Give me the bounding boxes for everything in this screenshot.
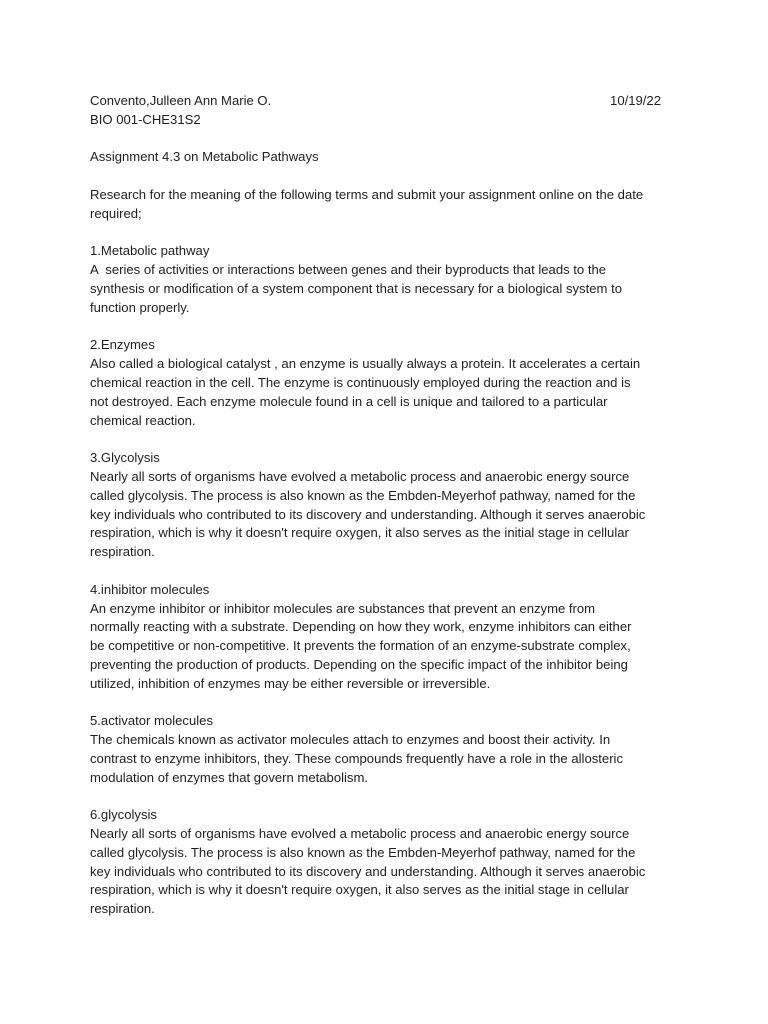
term-list (90, 242, 690, 919)
term-section (90, 581, 690, 694)
term-definition-line: called glycolysis. The process is also known as the Embden-Meyerhof pathway, named for the (90, 844, 636, 860)
term-definition-line: key individuals who contributed to its discovery and understanding. Although it serves anaerobic (90, 863, 646, 879)
term-heading: 5.activator molecules (90, 713, 213, 729)
term-section (90, 449, 690, 562)
term-heading: 1.Metabolic pathway (90, 243, 210, 259)
term-definition-line: Also called a biological catalyst , an enzyme is usually always a protein. It accelerates a certain (90, 356, 641, 372)
term-definition-line: Nearly all sorts of organisms have evolved a metabolic process and anaerobic energy source (90, 468, 630, 484)
term-definition-line: function properly. (90, 299, 190, 315)
term-definition-line: Nearly all sorts of organisms have evolved a metabolic process and anaerobic energy source (90, 826, 630, 842)
term-definition-line: chemical reaction. (90, 412, 196, 428)
term-definition-line: synthesis or modification of a system component that is necessary for a biological system to (90, 280, 622, 296)
term-definition-line: chemical reaction in the cell. The enzyme is continuously employed during the reaction and is (90, 374, 631, 390)
term-definition-line: utilized, inhibition of enzymes may be either reversible or irreversible. (90, 675, 491, 691)
term-definition-line: key individuals who contributed to its discovery and understanding. Although it serves anaerobic (90, 506, 646, 522)
term-definition-line: The chemicals known as activator molecules attach to enzymes and boost their activity. In (90, 732, 611, 748)
term-definition-line: respiration, which is why it doesn't require oxygen, it also serves as the initial stage in cellular (90, 525, 629, 541)
instructions (90, 186, 690, 224)
course-code: BIO 001-CHE31S2 (90, 111, 201, 127)
assignment-title: Assignment 4.3 on Metabolic Pathways (90, 149, 319, 165)
term-definition-line: modulation of enzymes that govern metabolism. (90, 769, 369, 785)
term-definition-line: be competitive or non-competitive. It prevents the formation of an enzyme-substrate complex, (90, 638, 631, 654)
term-definition-line: respiration, which is why it doesn't require oxygen, it also serves as the initial stage in cellular (90, 882, 629, 898)
term-section (90, 242, 690, 317)
document-page (90, 92, 690, 938)
term-section (90, 336, 690, 430)
term-definition-line: A series of activities or interactions between genes and their byproducts that leads to the (90, 262, 607, 278)
term-section (90, 806, 690, 919)
instructions-line: Research for the meaning of the following terms and submit your assignment online on the date (90, 186, 644, 202)
term-heading: 2.Enzymes (90, 337, 155, 353)
term-definition-line: normally reacting with a substrate. Depending on how they work, enzyme inhibitors can either (90, 619, 632, 635)
term-heading: 4.inhibitor molecules (90, 581, 210, 597)
term-definition-line: not destroyed. Each enzyme molecule found in a cell is unique and tailored to a particular (90, 393, 608, 409)
instructions-line: required; (90, 205, 142, 221)
term-definition-line: called glycolysis. The process is also known as the Embden-Meyerhof pathway, named for the (90, 487, 636, 503)
term-definition-line: An enzyme inhibitor or inhibitor molecules are substances that prevent an enzyme from (90, 600, 596, 616)
submission-date: 10/19/22 (610, 93, 661, 108)
term-definition-line: preventing the production of products. Depending on the specific impact of the inhibitor being (90, 656, 628, 672)
term-definition-line: contrast to enzyme inhibitors, they. These compounds frequently have a role in the allosteric (90, 750, 624, 766)
term-definition-line: respiration. (90, 544, 155, 560)
header-row (90, 92, 661, 111)
term-heading: 6.glycolysis (90, 807, 157, 823)
term-definition-line: respiration. (90, 901, 155, 917)
student-name: Convento,Julleen Ann Marie O. (90, 93, 272, 108)
term-heading: 3.Glycolysis (90, 450, 160, 466)
term-section (90, 712, 690, 787)
